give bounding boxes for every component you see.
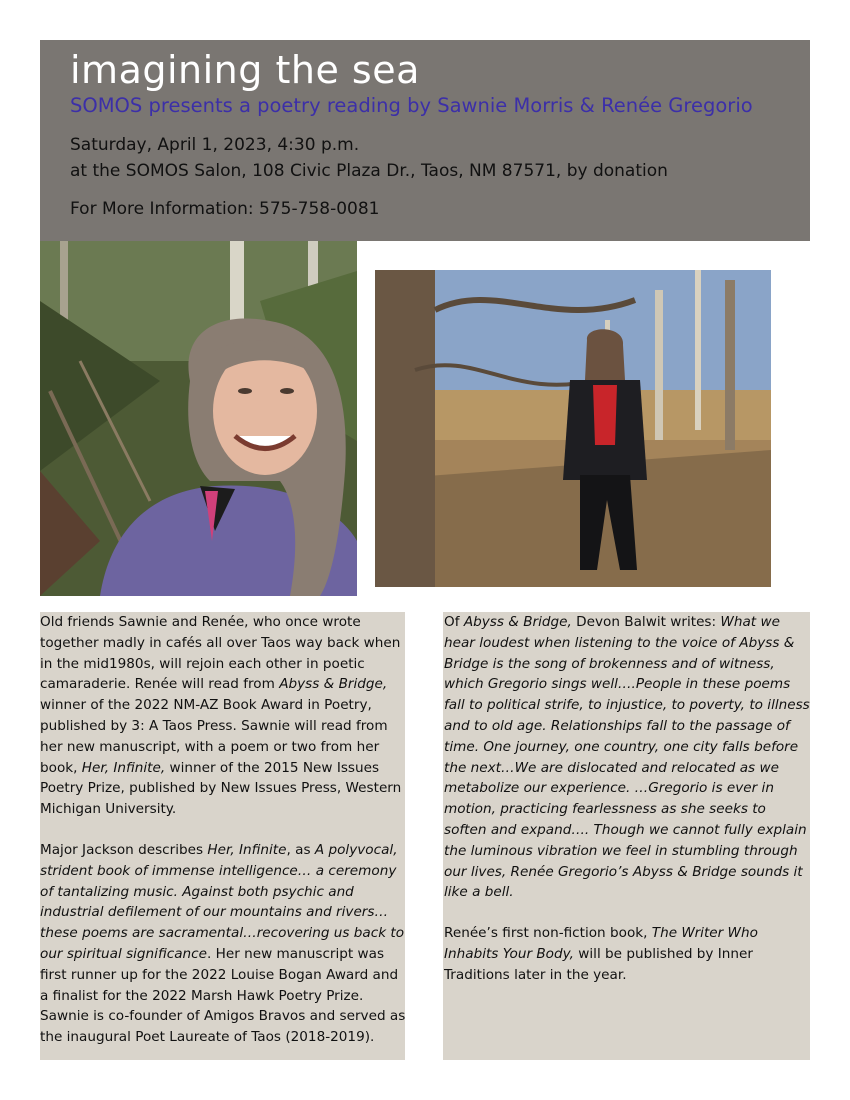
devon-balwit-paragraph (444, 612, 810, 903)
text-run: winner of the 2022 NM-AZ Book Award in Poetry, published by 3: A Taos Press. Sawnie will read from her new manuscript, with a poem or two from her book, (40, 697, 388, 776)
text-run: . Her new manuscript was first runner up for the 2022 Louise Bogan Award and a finalist for the 2022 Marsh Hawk Poetry Prize. Sawnie is co-founder of Amigos Bravos and served as the inaugural Poet Laureate of Taos (2018-2019). (40, 945, 406, 1046)
event-title: imagining the sea (70, 48, 420, 92)
photo-sawnie-morris (40, 241, 357, 596)
event-subtitle: SOMOS presents a poetry reading by Sawnie Morris & Renée Gregorio (70, 94, 753, 117)
text-run: , as (286, 841, 315, 858)
book-title-her-infinite: Her, Infinite, (81, 759, 166, 776)
nonfiction-book-paragraph (444, 923, 810, 985)
quote-devon-balwit: What we hear loudest when listening to the voice of Abyss & Bridge is the song of brokenness and of witness, which Gregorio sings well….People in these poems fall to political strife, to injustice, to poverty, to illness and to old age. Relationships fall to the passage of time. One journey, one country, one city falls before the next…We are dislocated and relocated as we metabolize our experience. …Gregorio is ever in motion, practicing fearlessness as she seeks to soften and expand…. Though we cannot fully explain the luminous vibration we feel in stumbling through our lives, Renée Gregorio’s Abyss & Bridge sounds it like a bell. (444, 614, 810, 901)
text-run: Renée’s first non-fiction book, (444, 925, 652, 942)
left-column (40, 612, 408, 1068)
text-run: Of (444, 614, 464, 630)
quote-major-jackson: A polyvocal, strident book of immense intelligence… a ceremony of tantalizing music. Against both psychic and industrial defilement of our mountains and rivers… these poems are sacramental…recovering us back to our spiritual significance (40, 841, 405, 962)
photo-renee-gregorio (375, 270, 771, 587)
book-title-abyss-bridge: Abyss & Bridge, (463, 614, 572, 630)
sawnie-bio-paragraph (40, 612, 408, 820)
text-run: will be published by Inner Traditions later in the year. (444, 945, 753, 983)
text-run: winner of the 2015 New Issues Poetry Prize, published by New Issues Press, Western Michigan University. (40, 759, 402, 818)
text-run: Major Jackson describes (40, 841, 208, 858)
book-title-writer-who-inhabits: The Writer Who Inhabits Your Body, (444, 925, 758, 962)
major-jackson-paragraph (40, 840, 408, 1048)
header-banner (40, 40, 810, 241)
event-venue: at the SOMOS Salon, 108 Civic Plaza Dr., Taos, NM 87571, by donation (70, 161, 668, 181)
event-info: For More Information: 575-758-0081 (70, 199, 380, 219)
text-run: Devon Balwit writes: (571, 614, 721, 630)
right-column (444, 612, 810, 1006)
book-title-abyss-bridge: Abyss & Bridge, (279, 676, 388, 693)
event-date: Saturday, April 1, 2023, 4:30 p.m. (70, 135, 360, 155)
text-run: Old friends Sawnie and Renée, who once wrote together madly in cafés all over Taos way back when in the mid1980s, will rejoin each other in poetic camaraderie. Renée will read from (40, 614, 401, 693)
book-title-her-infinite: Her, Infinite (207, 841, 287, 858)
